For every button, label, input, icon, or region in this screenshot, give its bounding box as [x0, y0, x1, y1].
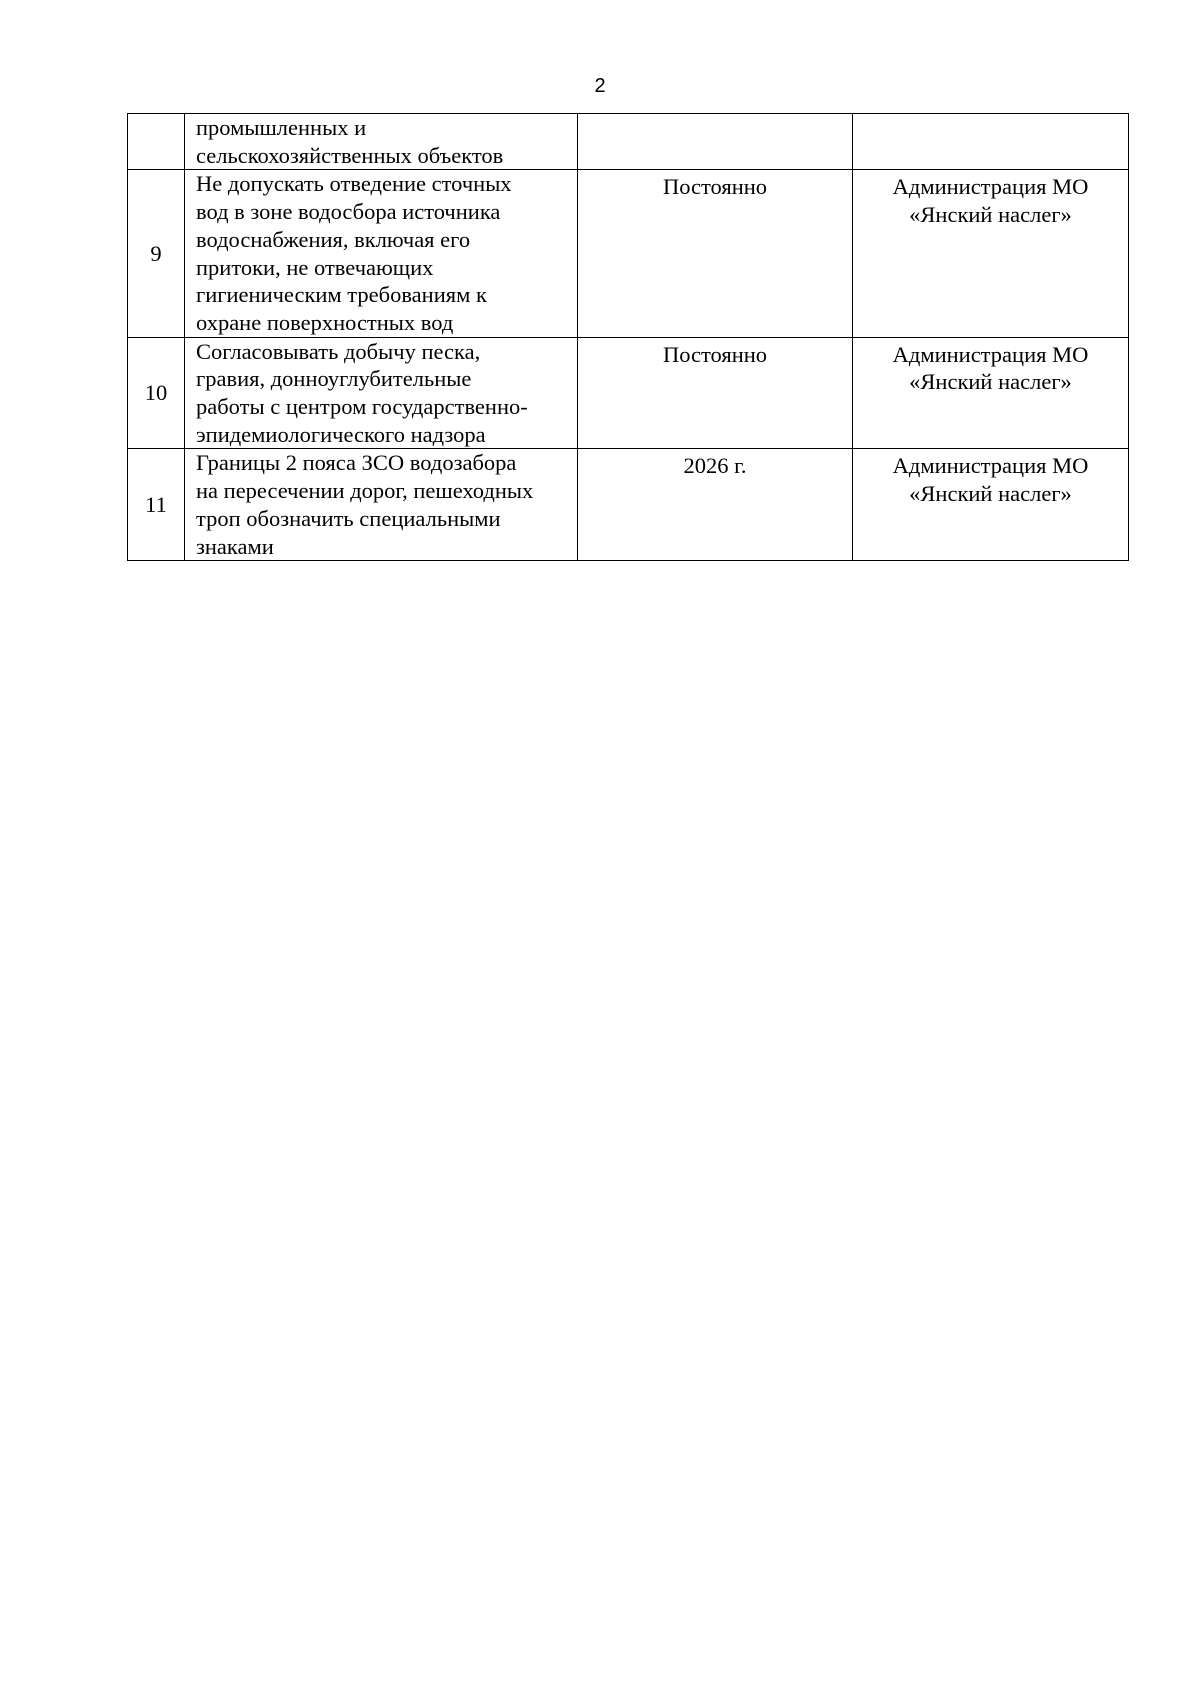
measure-line: эпидемиологического надзора — [196, 421, 486, 447]
measure-line: Границы 2 пояса ЗСО водозабора — [196, 450, 517, 476]
responsible-line: Администрация МО — [892, 341, 1089, 367]
responsible-cell — [853, 114, 1129, 170]
measure-cell — [185, 170, 578, 337]
measure-line: сельскохозяйственных объектов — [196, 142, 504, 168]
measure-line: гравия, донноуглубительные — [196, 366, 472, 392]
table-row — [128, 449, 1129, 561]
term-cell: Постоянно — [578, 337, 853, 449]
responsible-cell — [853, 449, 1129, 561]
measure-cell — [185, 449, 578, 561]
table-row-continuation — [128, 114, 1129, 170]
measures-table — [127, 113, 1129, 561]
row-number — [128, 114, 185, 170]
measure-line: вод в зоне водосбора источника — [196, 199, 501, 225]
measure-cell — [185, 114, 578, 170]
responsible-line: «Янский наслег» — [909, 481, 1072, 507]
measure-line: Не допускать отведение сточных — [196, 171, 512, 197]
measure-line: знаками — [196, 533, 274, 559]
row-number: 10 — [128, 337, 185, 449]
responsible-cell — [853, 170, 1129, 337]
term-cell: 2026 г. — [578, 449, 853, 561]
measure-line: троп обозначить специальными — [196, 505, 501, 531]
measure-cell — [185, 337, 578, 449]
row-number: 11 — [128, 449, 185, 561]
term-cell — [578, 114, 853, 170]
responsible-line: «Янский наслег» — [909, 202, 1072, 228]
measure-line: водоснабжения, включая его — [196, 226, 471, 252]
table-row — [128, 337, 1129, 449]
measure-line: охране поверхностных вод — [196, 309, 454, 335]
measure-line: работы с центром государственно- — [196, 394, 528, 420]
measure-line: гигиеническим требованиям к — [196, 282, 487, 308]
responsible-line: Администрация МО — [892, 453, 1089, 479]
measure-line: промышленных и — [196, 115, 367, 140]
term-cell: Постоянно — [578, 170, 853, 337]
table-row — [128, 170, 1129, 337]
measure-line: притоки, не отвечающих — [196, 254, 434, 280]
row-number: 9 — [128, 170, 185, 337]
responsible-cell — [853, 337, 1129, 449]
measure-line: Согласовывать добычу песка, — [196, 338, 481, 364]
responsible-line: Администрация МО — [892, 174, 1089, 200]
page-number: 2 — [594, 75, 606, 97]
measure-line: на пересечении дорог, пешеходных — [196, 478, 534, 504]
responsible-line: «Янский наслег» — [909, 369, 1072, 395]
